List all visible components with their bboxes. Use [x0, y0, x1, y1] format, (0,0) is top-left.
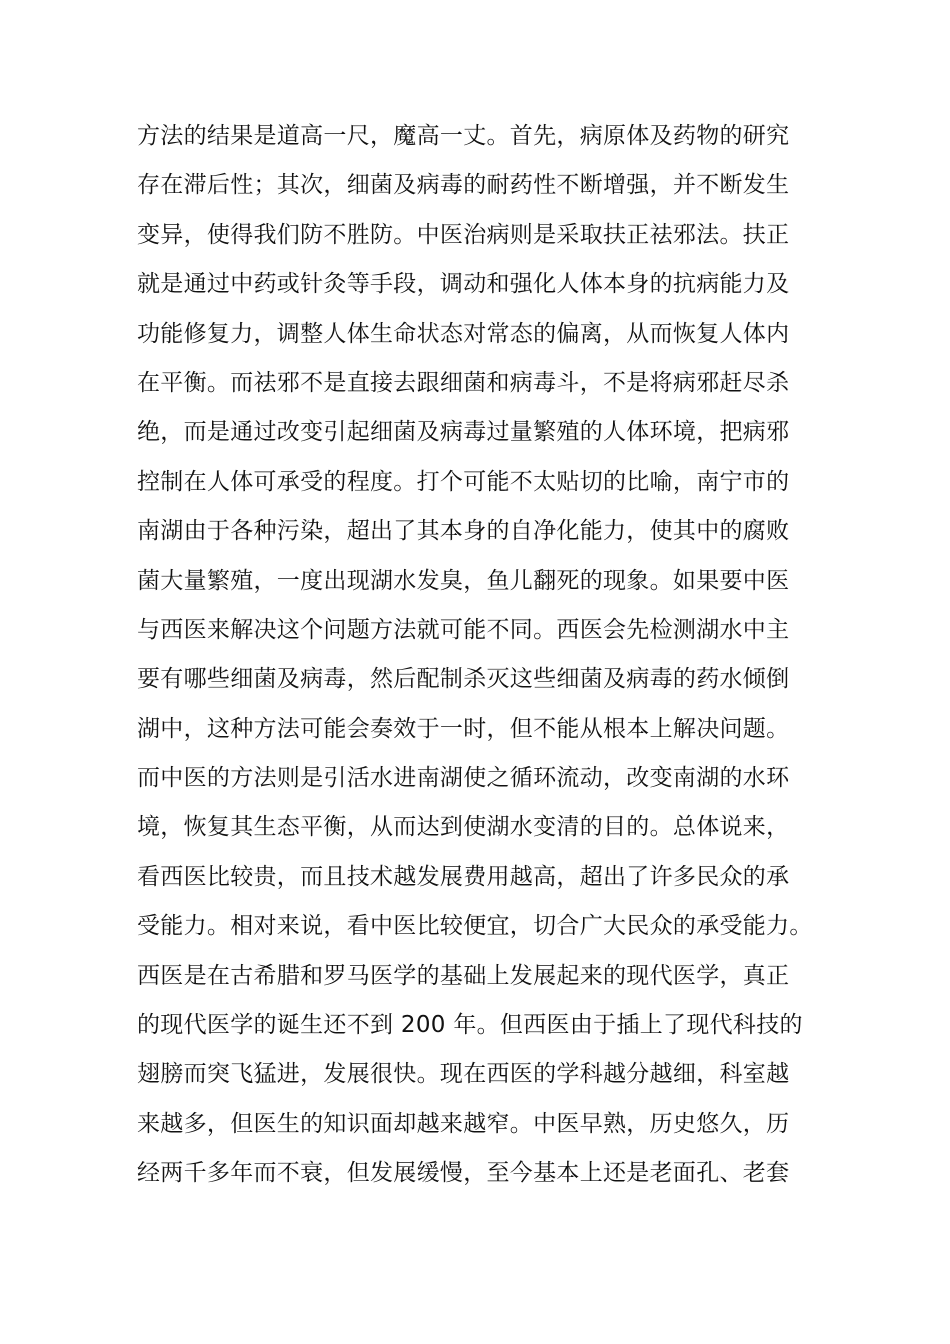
- text-line-5: 功能修复力，调整人体生命状态对常态的偏离，从而恢复人体内: [137, 320, 790, 347]
- text-line-8: 控制在人体可承受的程度。打个可能不太贴切的比喻，南宁市的: [137, 468, 790, 495]
- text-line-11: 与西医来解决这个问题方法就可能不同。西医会先检测湖水中主: [137, 616, 790, 643]
- text-line-6: 在平衡。而祛邪不是直接去跟细菌和病毒斗，不是将病邪赶尽杀: [137, 369, 790, 396]
- text-line-9: 南湖由于各种污染，超出了其本身的自净化能力，使其中的腐败: [137, 518, 790, 545]
- text-line-3: 变异，使得我们防不胜防。中医治病则是采取扶正祛邪法。扶正: [137, 221, 790, 248]
- text-line-17: 受能力。相对来说，看中医比较便宜，切合广大民众的承受能力。: [137, 913, 813, 940]
- text-line-2: 存在滞后性；其次，细菌及病毒的耐药性不断增强，并不断发生: [137, 172, 790, 199]
- text-line-13: 湖中，这种方法可能会奏效于一时，但不能从根本上解决问题。: [137, 715, 790, 742]
- text-line-19: 的现代医学的诞生还不到 200 年。但西医由于插上了现代科技的: [137, 1012, 803, 1039]
- text-line-1: 方法的结果是道高一尺，魔高一丈。首先，病原体及药物的研究: [137, 123, 790, 149]
- text-line-10: 菌大量繁殖，一度出现湖水发臭，鱼儿翻死的现象。如果要中医: [137, 567, 790, 594]
- text-line-15: 境，恢复其生态平衡，从而达到使湖水变清的目的。总体说来，: [137, 814, 790, 841]
- text-line-20: 翅膀而突飞猛进，发展很快。现在西医的学科越分越细，科室越: [137, 1061, 790, 1088]
- text-line-14: 而中医的方法则是引活水进南湖使之循环流动，改变南湖的水环: [137, 765, 790, 792]
- body-text: [137, 112, 827, 1199]
- text-line-12: 要有哪些细菌及病毒，然后配制杀灭这些细菌及病毒的药水倾倒: [137, 666, 790, 693]
- text-line-7: 绝，而是通过改变引起细菌及病毒过量繁殖的人体环境，把病邪: [137, 419, 790, 446]
- text-line-18: 西医是在古希腊和罗马医学的基础上发展起来的现代医学，真正: [137, 962, 790, 989]
- text-line-16: 看西医比较贵，而且技术越发展费用越高，超出了许多民众的承: [137, 863, 790, 890]
- text-line-22: 经两千多年而不衰，但发展缓慢，至今基本上还是老面孔、老套: [137, 1160, 790, 1187]
- text-line-21: 来越多，但医生的知识面却越来越窄。中医早熟，历史悠久，历: [137, 1110, 790, 1137]
- text-line-4: 就是通过中药或针灸等手段，调动和强化人体本身的抗病能力及: [137, 271, 790, 298]
